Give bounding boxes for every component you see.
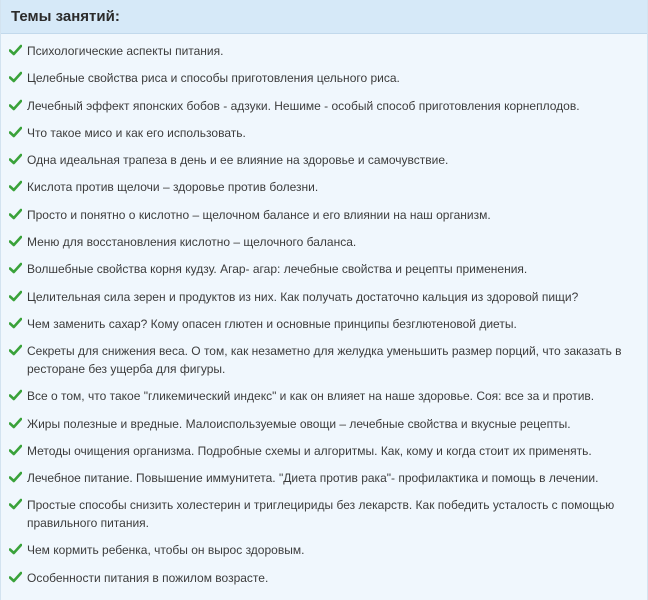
checkmark-icon [9, 235, 22, 247]
topic-text: Меню для восстановления кислотно – щелочного баланса. [27, 235, 357, 250]
topics-list [1, 34, 647, 587]
list-item [1, 342, 647, 378]
checkmark-icon [9, 208, 22, 220]
topic-text: Простые способы снизить холестерин и триглецириды без лекарств. Как победить усталость с помощью правильного питания. [27, 498, 615, 531]
list-item [1, 569, 647, 587]
topic-text: Методы очищения организма. Подробные схемы и алгоритмы. Как, кому и когда стоит их применять. [27, 443, 592, 458]
topic-text: Что такое мисо и как его использовать. [27, 125, 246, 140]
list-item [1, 178, 647, 196]
topic-text: Чем заменить сахар? Кому опасен глютен и основные принципы безглютеновой диеты. [27, 316, 517, 331]
list-item [1, 69, 647, 87]
topic-text: Кислота против щелочи – здоровье против болезни. [27, 180, 319, 195]
list-item [1, 233, 647, 251]
list-item [1, 496, 647, 532]
checkmark-icon [9, 389, 22, 401]
topic-text: Просто и понятно о кислотно – щелочном балансе и его влиянии на наш организм. [27, 207, 491, 222]
checkmark-icon [9, 344, 22, 356]
topic-text: Чем кормить ребенка, чтобы он вырос здоровым. [27, 543, 305, 558]
list-item [1, 442, 647, 460]
checkmark-icon [9, 180, 22, 192]
list-item [1, 288, 647, 306]
checkmark-icon [9, 543, 22, 555]
checkmark-icon [9, 471, 22, 483]
topic-text: Психологические аспекты питания. [27, 44, 224, 58]
list-item [1, 151, 647, 169]
panel-title: Темы занятий: [11, 8, 120, 25]
checkmark-icon [9, 444, 22, 456]
topic-text: Особенности питания в пожилом возрасте. [27, 570, 269, 585]
list-item [1, 387, 647, 405]
list-item [1, 260, 647, 278]
topic-text: Все о том, что такое "гликемический индекс" и как он влияет на наше здоровье. Соя: все за и против. [27, 389, 595, 404]
checkmark-icon [9, 99, 22, 111]
list-item [1, 206, 647, 224]
list-item [1, 469, 647, 487]
topic-text: Секреты для снижения веса. О том, как незаметно для желудка уменьшить размер порций, что заказать в ресторане без ущерба для фигуры. [27, 344, 622, 377]
checkmark-icon [9, 153, 22, 165]
panel-header [1, 0, 647, 34]
topic-text: Целебные свойства риса и способы приготовления цельного риса. [27, 71, 400, 86]
list-item [1, 97, 647, 115]
checkmark-icon [9, 262, 22, 274]
topic-text: Жиры полезные и вредные. Малоиспользуемые овощи – лечебные свойства и вкусные рецепты. [27, 416, 571, 431]
checkmark-icon [9, 571, 22, 583]
topic-text: Одна идеальная трапеза в день и ее влияние на здоровье и самочувствие. [27, 153, 449, 168]
topic-text: Волшебные свойства корня кудзу. Агар- агар: лечебные свойства и рецепты применения. [27, 262, 528, 277]
checkmark-icon [9, 44, 22, 56]
checkmark-icon [9, 317, 22, 329]
checkmark-icon [9, 126, 22, 138]
checkmark-icon [9, 290, 22, 302]
checkmark-icon [9, 71, 22, 83]
list-item [1, 315, 647, 333]
checkmark-icon [9, 417, 22, 429]
list-item [1, 415, 647, 433]
list-item [1, 541, 647, 559]
list-item [1, 42, 647, 60]
topic-text: Целительная сила зерен и продуктов из них. Как получать достаточно кальция из здоровой пищи? [27, 289, 579, 304]
list-item [1, 124, 647, 142]
topic-text: Лечебный эффект японских бобов - адзуки. Нешиме - особый способ приготовления корнеплодов. [27, 98, 580, 113]
checkmark-icon [9, 498, 22, 510]
topic-text: Лечебное питание. Повышение иммунитета. "Диета против рака"- профилактика и помощь в лечении. [27, 471, 599, 486]
